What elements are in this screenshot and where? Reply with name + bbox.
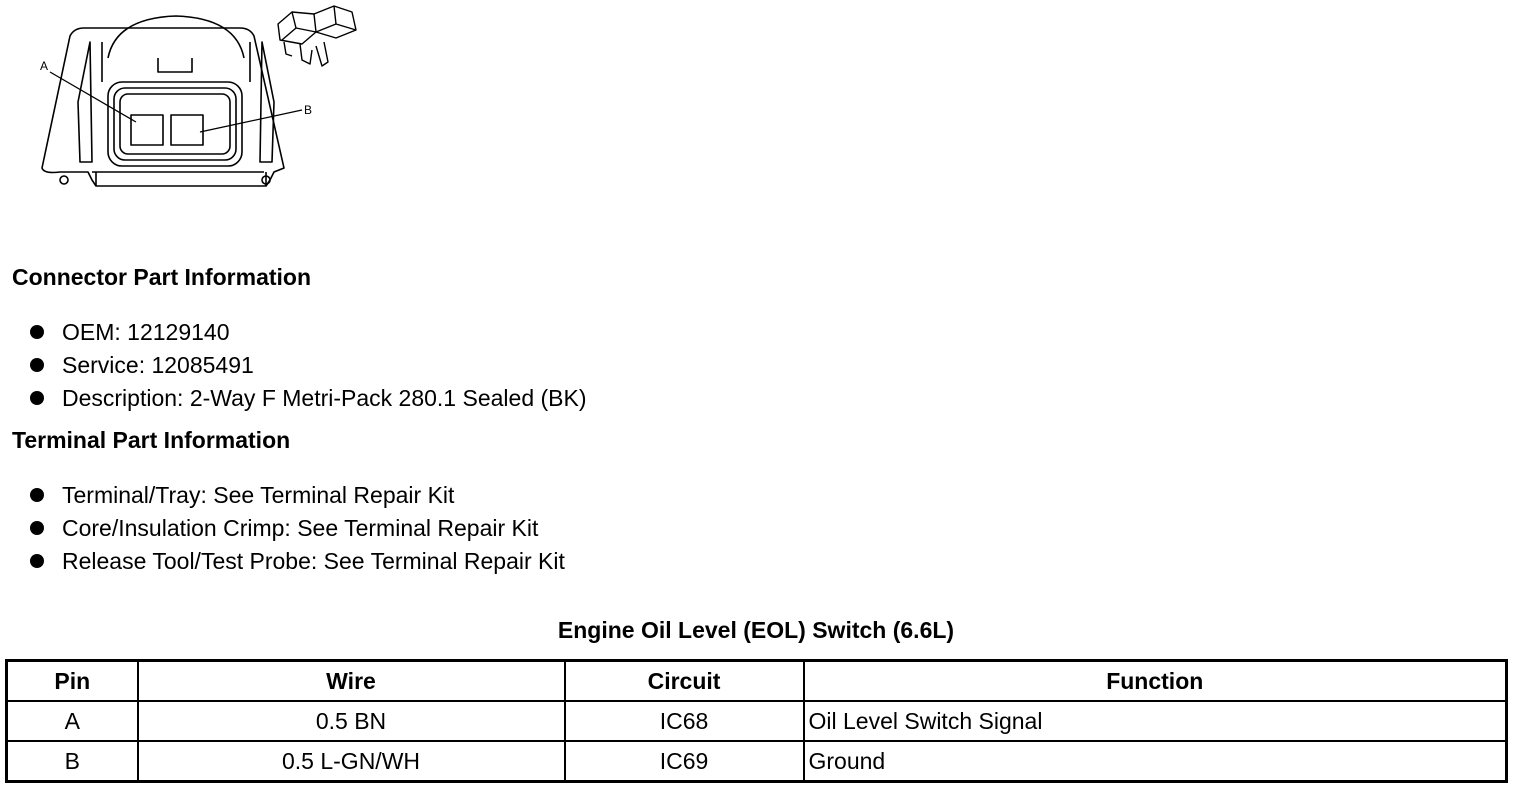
function-cell: Ground [804, 741, 1507, 782]
column-header-wire: Wire [138, 661, 565, 702]
callout-b-label: B [304, 103, 313, 117]
table-caption: Engine Oil Level (EOL) Switch (6.6L) [557, 617, 955, 643]
connector-part-info-list [30, 318, 587, 417]
callout-a-label: A [40, 59, 49, 73]
bullet-icon [30, 391, 44, 405]
callout-line-a [50, 72, 136, 122]
column-header-pin: Pin [7, 661, 138, 702]
connector-part-info-heading: Connector Part Information [12, 264, 312, 290]
table-row [7, 701, 1507, 741]
list-item [30, 547, 565, 580]
cavity-b [171, 115, 203, 145]
bullet-icon [30, 358, 44, 372]
connector-face-svg [30, 2, 370, 202]
list-item [30, 351, 587, 384]
list-item [30, 481, 565, 514]
pin-cell: A [7, 701, 138, 741]
circuit-cell: IC69 [565, 741, 804, 782]
connector-lock-arch [108, 16, 244, 58]
list-item-text: Release Tool/Test Probe: See Terminal Repair Kit [62, 548, 565, 574]
circuit-cell: IC68 [565, 701, 804, 741]
list-item [30, 384, 587, 417]
column-header-circuit: Circuit [565, 661, 804, 702]
wire-cell: 0.5 L-GN/WH [138, 741, 565, 782]
list-item-text: Core/Insulation Crimp: See Terminal Repair Kit [62, 515, 539, 541]
pinout-table [5, 659, 1508, 783]
terminal-part-info-list [30, 481, 565, 580]
list-item-text: Terminal/Tray: See Terminal Repair Kit [62, 482, 455, 508]
terminal-part-info-heading: Terminal Part Information [12, 427, 291, 453]
bullet-icon [30, 521, 44, 535]
wire-cell: 0.5 BN [138, 701, 565, 741]
function-cell: Oil Level Switch Signal [804, 701, 1507, 741]
connector-isometric-sketch [278, 6, 356, 66]
pin-cell: B [7, 741, 138, 782]
column-header-function: Function [804, 661, 1507, 702]
list-item [30, 514, 565, 547]
list-item-text: OEM: 12129140 [62, 319, 230, 345]
cavity-a [131, 115, 163, 145]
bullet-icon [30, 488, 44, 502]
list-item [30, 318, 587, 351]
connector-face-diagram [30, 2, 370, 202]
bullet-icon [30, 325, 44, 339]
table-row [7, 741, 1507, 782]
bullet-icon [30, 554, 44, 568]
list-item-text: Service: 12085491 [62, 352, 254, 378]
table-header-row [7, 661, 1507, 702]
list-item-text: Description: 2-Way F Metri-Pack 280.1 Sealed (BK) [62, 385, 587, 411]
callout-line-b [200, 110, 302, 132]
